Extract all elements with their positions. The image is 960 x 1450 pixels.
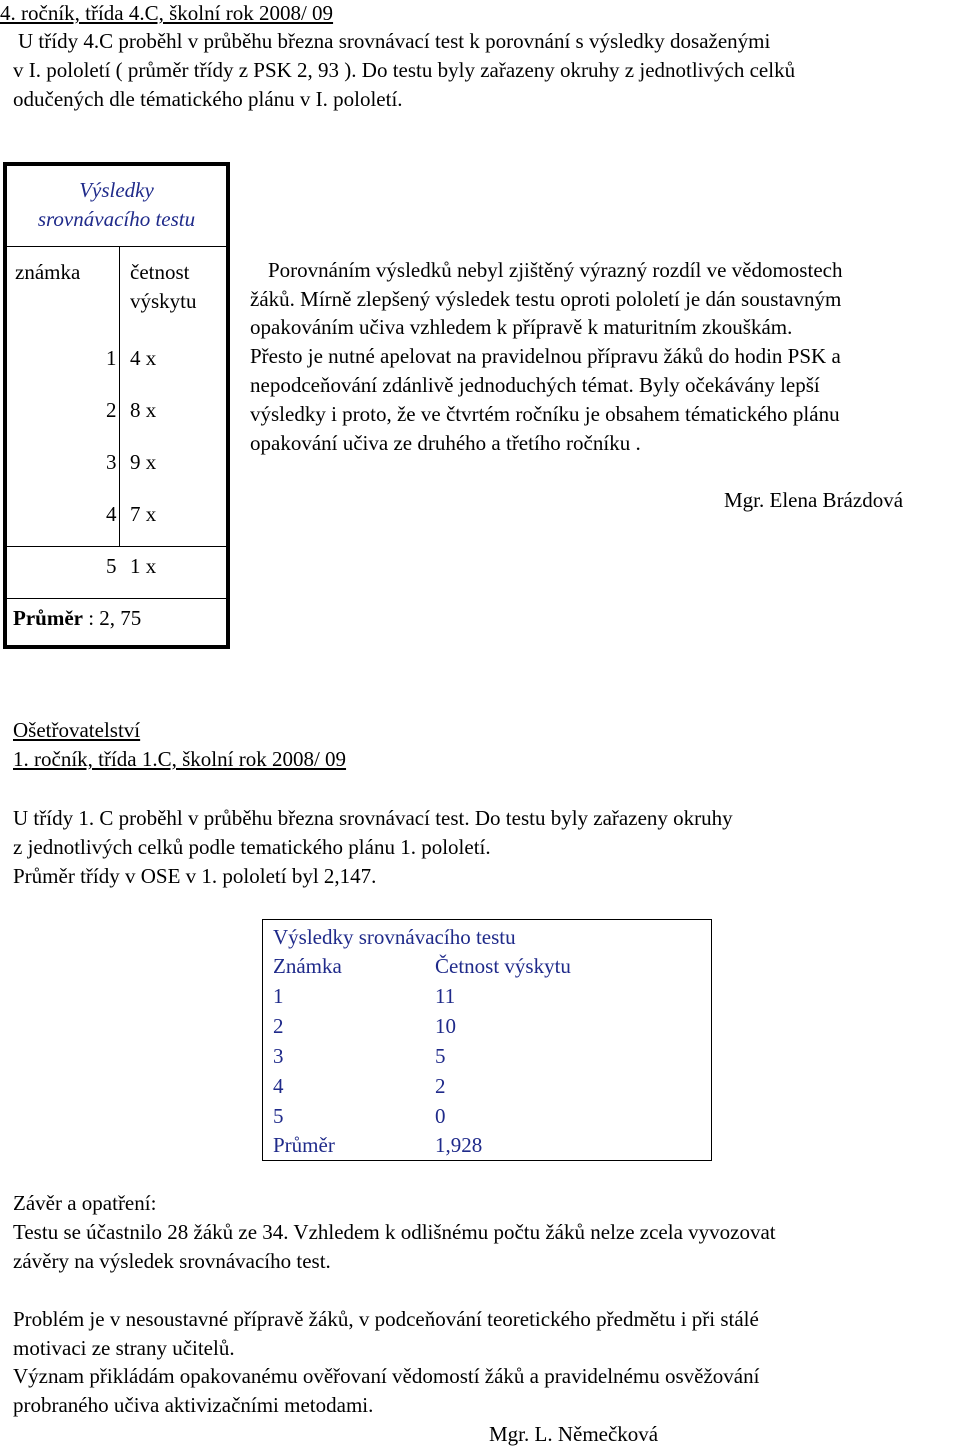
problem-line: Význam přikládám opakovanému ověřovaní vědomostí žáků a pravidelnému osvěžování	[13, 1364, 760, 1388]
average-value: : 2, 75	[82, 606, 142, 630]
problem-line: Problém je v nesoustavné přípravě žáků, v podceňování teoretického předmětu i při stálé	[13, 1307, 759, 1331]
freq-cell: 7 x	[130, 502, 157, 526]
section1-intro-line: v I. pololetí ( průměr třídy z PSK 2, 93 ). Do testu byly zařazeny okruhy z jednotlivých celků	[13, 58, 796, 82]
results-table-4c	[3, 162, 230, 649]
table-title: srovnávacího testu	[37, 207, 196, 231]
average-label: Průměr	[273, 1133, 335, 1157]
problem-line: probraného učiva aktivizačními metodami.	[13, 1393, 374, 1417]
freq-cell: 8 x	[130, 398, 157, 422]
average-row	[13, 604, 141, 633]
header-frequency: výskytu	[130, 289, 197, 313]
table-divider	[119, 246, 120, 546]
section2-intro-line: U třídy 1. C proběhl v průběhu března srovnávací test. Do testu byly zařazeny okruhy	[13, 806, 733, 830]
grade-cell: 5	[106, 554, 117, 578]
section1-intro-line: odučených dle tématického plánu v I. pololetí.	[13, 87, 403, 111]
section2-intro-line: z jednotlivých celků podle tematického plánu 1. pololetí.	[13, 835, 491, 859]
table-divider	[7, 546, 226, 547]
table-divider	[7, 598, 226, 599]
header-frequency: četnost	[130, 260, 190, 284]
freq-cell: 11	[435, 984, 456, 1008]
comment-line: opakováním učiva vzhledem k přípravě k maturitním zkouškám.	[250, 315, 793, 339]
comment-line: Porovnáním výsledků nebyl zjištěný výrazný rozdíl ve vědomostech	[268, 258, 843, 282]
freq-cell: 2	[435, 1074, 446, 1098]
section1-heading: 4. ročník, třída 4.C, školní rok 2008/ 09	[0, 1, 334, 25]
problem-line: motivaci ze strany učitelů.	[13, 1336, 235, 1360]
grade-cell: 2	[106, 398, 117, 422]
section1-intro-line: U třídy 4.C proběhl v průběhu března srovnávací test k porovnání s výsledky dosaženými	[18, 29, 771, 53]
comment-line: Přesto je nutné apelovat na pravidelnou přípravu žáků do hodin PSK a	[250, 344, 841, 368]
comment-line: nepodceňování zdánlivě jednoduchých témat. Byly očekávány lepší	[250, 373, 820, 397]
conclusion-line: Testu se účastnilo 28 žáků ze 34. Vzhledem k odlišnému počtu žáků nelze zcela vyvozovat	[13, 1220, 776, 1244]
grade-cell: 3	[273, 1044, 284, 1068]
conclusion-line: závěry na výsledek srovnávacího test.	[13, 1249, 331, 1273]
grade-cell: 1	[273, 984, 284, 1008]
grade-cell: 4	[106, 502, 117, 526]
table-title: Výsledky	[79, 178, 154, 202]
average-value: 1,928	[435, 1133, 483, 1157]
comment-line: opakování učiva ze druhého a třetího ročníku .	[250, 431, 641, 455]
conclusion-heading: Závěr a opatření:	[13, 1191, 157, 1215]
grade-cell: 5	[273, 1104, 284, 1128]
average-label: Průměr	[13, 606, 83, 630]
grade-cell: 1	[106, 346, 117, 370]
results-table-1c	[262, 919, 712, 1161]
freq-cell: 5	[435, 1044, 446, 1068]
signature: Mgr. Elena Brázdová	[724, 488, 904, 512]
header-frequency: Četnost výskytu	[435, 954, 571, 978]
header-grade: známka	[15, 260, 81, 284]
freq-cell: 9 x	[130, 450, 157, 474]
section2-heading: 1. ročník, třída 1.C, školní rok 2008/ 09	[13, 747, 347, 771]
header-grade: Známka	[273, 954, 342, 978]
freq-cell: 4 x	[130, 346, 157, 370]
comment-line: výsledky i proto, že ve čtvrtém ročníku je obsahem tématického plánu	[250, 402, 840, 426]
comment-line: žáků. Mírně zlepšený výsledek testu oproti pololetí je dán soustavným	[250, 287, 842, 311]
freq-cell: 1 x	[130, 554, 157, 578]
grade-cell: 2	[273, 1014, 284, 1038]
grade-cell: 4	[273, 1074, 284, 1098]
freq-cell: 10	[435, 1014, 456, 1038]
section2-intro-line: Průměr třídy v OSE v 1. pololetí byl 2,147.	[13, 864, 377, 888]
grade-cell: 3	[106, 450, 117, 474]
table-divider	[7, 246, 226, 247]
signature: Mgr. L. Němečková	[489, 1422, 659, 1446]
table-title: Výsledky srovnávacího testu	[273, 925, 516, 949]
subject-heading: Ošetřovatelství	[13, 718, 141, 742]
freq-cell: 0	[435, 1104, 446, 1128]
